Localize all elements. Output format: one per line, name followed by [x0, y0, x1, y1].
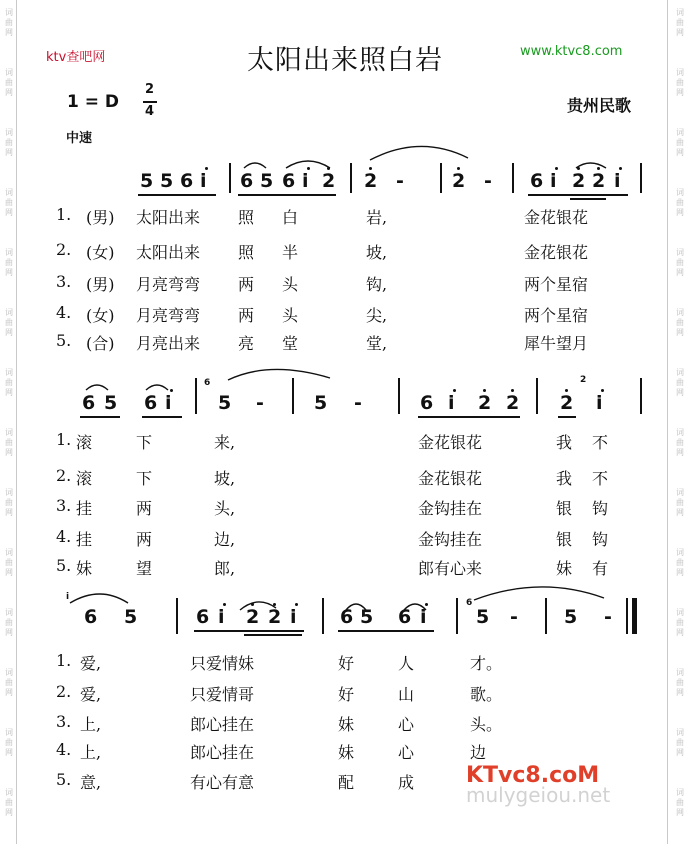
verse-number: 3.: [56, 496, 72, 515]
side-watermark-char: 词: [5, 8, 13, 17]
time-signature-denominator: 4: [145, 104, 155, 119]
lyric-text: 金花银花: [524, 208, 589, 227]
side-watermark-char: 网: [676, 268, 684, 277]
lyric-text: 坡,: [214, 469, 236, 488]
verse-number: 3.: [56, 712, 72, 731]
key-signature: 1 = D: [67, 92, 120, 112]
side-watermark-char: 网: [676, 808, 684, 817]
verse-number: 3.: [56, 272, 72, 291]
note: 5: [140, 170, 154, 192]
song-title: 太阳出来照白岩: [247, 45, 443, 76]
side-watermark-char: 曲: [676, 138, 684, 147]
side-watermark-char: 词: [676, 428, 684, 437]
octave-dot: [425, 603, 428, 606]
side-watermark-char: 网: [5, 388, 13, 397]
note: 2: [364, 170, 378, 192]
side-watermark-char: 曲: [5, 738, 13, 747]
side-watermark-char: 曲: [5, 318, 13, 327]
final-barline-thick: [632, 598, 637, 634]
note: 5: [104, 392, 118, 414]
beam: [418, 416, 520, 418]
lyric-text: 两个星宿: [524, 275, 589, 294]
side-watermark-char: 词: [5, 788, 13, 797]
barline: [292, 378, 294, 414]
lyric-text: 太阳出来: [136, 243, 201, 262]
note: -: [510, 606, 518, 628]
side-watermark-char: 词: [5, 308, 13, 317]
side-watermark-char: 曲: [676, 678, 684, 687]
lyric-text: 我: [556, 469, 573, 488]
lyric-text: 银: [556, 530, 573, 549]
octave-dot: [453, 389, 456, 392]
note: 5: [476, 606, 490, 628]
side-watermark-char: 词: [5, 188, 13, 197]
side-watermark-char: 网: [676, 328, 684, 337]
note: 2: [478, 392, 492, 414]
note: i: [218, 606, 225, 628]
verse-number: 4.: [56, 740, 72, 759]
side-watermark-char: 曲: [5, 138, 13, 147]
note: i: [420, 606, 427, 628]
octave-dot: [251, 603, 254, 606]
side-watermark-char: 曲: [676, 738, 684, 747]
side-watermark-char: 曲: [676, 258, 684, 267]
side-watermark-char: 曲: [5, 18, 13, 27]
lyric-text: 配: [338, 773, 355, 792]
note: i: [290, 606, 297, 628]
lyric-text: 两: [238, 275, 255, 294]
side-watermark-char: 词: [676, 488, 684, 497]
beam: [338, 630, 434, 632]
octave-dot: [601, 389, 604, 392]
beam: [142, 416, 182, 418]
note: -: [354, 392, 362, 414]
lyric-text: 岩,: [366, 208, 388, 227]
lyric-text: 尖,: [366, 306, 388, 325]
lyric-text: 月亮弯弯: [136, 306, 201, 325]
verse-number: 5.: [56, 556, 72, 575]
lyric-text: 照: [238, 243, 255, 262]
note: i: [165, 392, 172, 414]
side-watermark-char: 网: [5, 748, 13, 757]
side-watermark-char: 网: [676, 148, 684, 157]
lyric-text: 妹: [556, 559, 573, 578]
side-watermark-char: 词: [676, 8, 684, 17]
side-watermark-char: 词: [5, 368, 13, 377]
note: 2: [572, 170, 586, 192]
lyric-text: 月亮弯弯: [136, 275, 201, 294]
octave-dot: [511, 389, 514, 392]
side-watermark-char: 曲: [676, 618, 684, 627]
beam: [244, 634, 302, 636]
verse-number: 2.: [56, 682, 72, 701]
side-watermark-char: 曲: [676, 198, 684, 207]
side-watermark-char: 词: [676, 368, 684, 377]
note: 2: [322, 170, 336, 192]
lyric-text: 滚: [76, 433, 93, 452]
side-watermark-char: 曲: [5, 258, 13, 267]
lyric-text: 只爱情哥: [190, 685, 255, 704]
note: 5: [260, 170, 274, 192]
lyric-text: 郎心挂在: [190, 743, 255, 762]
octave-dot: [295, 603, 298, 606]
lyric-text: 只爱情妹: [190, 654, 255, 673]
side-watermark-char: 曲: [5, 78, 13, 87]
lyric-text: 郎,: [214, 559, 236, 578]
lyric-text: 金花银花: [524, 243, 589, 262]
side-watermark-char: 曲: [676, 378, 684, 387]
side-watermark-char: 词: [676, 188, 684, 197]
lyric-text: 妹: [338, 743, 355, 762]
side-watermark-char: 曲: [5, 438, 13, 447]
side-watermark-char: 曲: [5, 198, 13, 207]
verse-number: 1.: [56, 651, 72, 670]
barline: [640, 378, 642, 414]
lyric-text: 月亮出来: [136, 334, 201, 353]
note: 6: [196, 606, 210, 628]
lyric-text: 金钩挂在: [418, 530, 483, 549]
lyric-text: 上,: [80, 715, 102, 734]
side-watermark-char: 网: [676, 388, 684, 397]
barline: [545, 598, 547, 634]
side-watermark-char: 曲: [5, 498, 13, 507]
note: -: [484, 170, 492, 192]
lyric-text: 郎心挂在: [190, 715, 255, 734]
singer-role: (男): [86, 275, 115, 294]
verse-number: 1.: [56, 205, 72, 224]
note: 5: [564, 606, 578, 628]
lyric-text: 金花银花: [418, 469, 483, 488]
side-watermark-char: 曲: [676, 78, 684, 87]
lyric-text: 金钩挂在: [418, 499, 483, 518]
grace-note: 2: [580, 375, 587, 385]
side-watermark-char: 网: [5, 808, 13, 817]
lyric-text: 郎有心来: [418, 559, 483, 578]
side-watermark-char: 网: [5, 328, 13, 337]
barline: [536, 378, 538, 414]
side-watermark-char: 词: [5, 248, 13, 257]
note: 2: [246, 606, 260, 628]
note: i: [448, 392, 455, 414]
lyric-text: 意,: [80, 773, 102, 792]
grace-note: 6: [466, 598, 473, 608]
watermark-text: KTvc8.coM: [466, 763, 600, 788]
verse-number: 2.: [56, 466, 72, 485]
note: 5: [360, 606, 374, 628]
side-watermark-char: 曲: [5, 378, 13, 387]
singer-role: (女): [86, 306, 115, 325]
note: 6: [84, 606, 98, 628]
side-watermark-char: 网: [5, 148, 13, 157]
lyric-text: 头: [282, 275, 299, 294]
note: -: [604, 606, 612, 628]
octave-dot: [565, 389, 568, 392]
lyric-text: 坡,: [366, 243, 388, 262]
note: -: [256, 392, 264, 414]
side-watermark-char: 网: [5, 628, 13, 637]
lyric-text: 头。: [470, 715, 503, 734]
side-watermark-char: 曲: [676, 318, 684, 327]
lyric-text: 边: [470, 743, 487, 762]
barline: [456, 598, 458, 634]
side-watermark-char: 词: [5, 608, 13, 617]
note: 6: [240, 170, 254, 192]
note: 2: [560, 392, 574, 414]
lyric-text: 妹: [76, 559, 93, 578]
side-watermark-char: 词: [5, 68, 13, 77]
side-watermark-char: 词: [5, 128, 13, 137]
lyric-text: 头: [282, 306, 299, 325]
note: i: [550, 170, 557, 192]
lyric-text: 金花银花: [418, 433, 483, 452]
note: 6: [180, 170, 194, 192]
lyric-text: 望: [136, 559, 153, 578]
verse-number: 5.: [56, 770, 72, 789]
note: 6: [530, 170, 544, 192]
side-watermark-char: 词: [5, 428, 13, 437]
side-watermark-char: 网: [676, 628, 684, 637]
side-watermark-char: 网: [676, 448, 684, 457]
verse-number: 2.: [56, 240, 72, 259]
verse-number: 4.: [56, 303, 72, 322]
lyric-text: 挂: [76, 499, 93, 518]
side-watermark-char: 网: [5, 28, 13, 37]
side-watermark-char: 词: [676, 68, 684, 77]
verse-number: 4.: [56, 527, 72, 546]
side-watermark-char: 曲: [676, 498, 684, 507]
note: 2: [268, 606, 282, 628]
beam: [558, 416, 576, 418]
side-watermark-char: 曲: [676, 798, 684, 807]
lyric-text: 银: [556, 499, 573, 518]
lyric-text: 才。: [470, 654, 503, 673]
side-watermark-char: 曲: [5, 558, 13, 567]
side-watermark-char: 词: [676, 728, 684, 737]
side-watermark-char: 曲: [676, 438, 684, 447]
barline: [195, 378, 197, 414]
octave-dot: [273, 603, 276, 606]
side-watermark-char: 网: [676, 508, 684, 517]
note: 6: [144, 392, 158, 414]
singer-role: (男): [86, 208, 115, 227]
lyric-text: 我: [556, 433, 573, 452]
side-watermark-char: 词: [5, 548, 13, 557]
verse-number: 1.: [56, 430, 72, 449]
octave-dot: [170, 389, 173, 392]
barline: [322, 598, 324, 634]
lyric-text: 歌。: [470, 685, 503, 704]
note: 6: [340, 606, 354, 628]
lyric-text: 不: [592, 433, 609, 452]
singer-role: (女): [86, 243, 115, 262]
note: 2: [506, 392, 520, 414]
side-watermark-char: 词: [676, 128, 684, 137]
side-watermark-char: 词: [676, 548, 684, 557]
side-watermark-char: 网: [5, 508, 13, 517]
note: i: [200, 170, 207, 192]
note: 6: [398, 606, 412, 628]
side-watermark-char: 词: [5, 668, 13, 677]
barline: [176, 598, 178, 634]
lyric-text: 边,: [214, 530, 236, 549]
side-watermark-char: 网: [676, 208, 684, 217]
lyric-text: 心: [398, 715, 415, 734]
lyric-text: 人: [398, 654, 415, 673]
side-watermark-char: 网: [5, 448, 13, 457]
grace-note: 6: [204, 378, 211, 388]
site-url-right: www.ktvc8.com: [520, 44, 623, 59]
note: 6: [282, 170, 296, 192]
lyric-text: 爱,: [80, 685, 102, 704]
singer-role: (合): [86, 334, 115, 353]
lyric-text: 有心有意: [190, 773, 255, 792]
beam: [194, 630, 304, 632]
side-watermark-char: 词: [676, 308, 684, 317]
lyric-text: 白: [282, 208, 299, 227]
side-watermark-char: 网: [676, 688, 684, 697]
lyric-text: 钩: [592, 530, 609, 549]
octave-dot: [223, 603, 226, 606]
song-origin: 贵州民歌: [567, 96, 632, 115]
side-watermark-char: 词: [5, 488, 13, 497]
lyric-text: 半: [282, 243, 299, 262]
side-watermark-char: 词: [676, 608, 684, 617]
side-watermark-char: 曲: [5, 618, 13, 627]
lyric-text: 爱,: [80, 654, 102, 673]
beam: [80, 416, 120, 418]
final-barline-thin: [626, 598, 628, 634]
note: 5: [160, 170, 174, 192]
side-watermark-char: 网: [676, 88, 684, 97]
ktv-watermark-logo: [462, 758, 652, 808]
side-watermark-char: 词: [5, 728, 13, 737]
lyric-text: 挂: [76, 530, 93, 549]
note: 6: [82, 392, 96, 414]
note: i: [302, 170, 309, 192]
lyric-text: 头,: [214, 499, 236, 518]
lyric-text: 两: [136, 499, 153, 518]
note: 5: [124, 606, 138, 628]
lyric-text: 好: [338, 685, 355, 704]
lyric-text: 两: [136, 530, 153, 549]
lyric-text: 好: [338, 654, 355, 673]
note: 5: [218, 392, 232, 414]
note: -: [396, 170, 404, 192]
lyric-text: 心: [398, 743, 415, 762]
side-watermark-char: 曲: [676, 558, 684, 567]
site-name-left: ktv查吧网: [46, 50, 106, 65]
note: 6: [420, 392, 434, 414]
lyric-text: 下: [136, 433, 153, 452]
side-watermark-char: 曲: [5, 798, 13, 807]
lyric-text: 钩,: [366, 275, 388, 294]
lyric-text: 钩: [592, 499, 609, 518]
grace-note: i: [66, 592, 70, 602]
lyric-text: 妹: [338, 715, 355, 734]
side-watermark-char: 词: [676, 668, 684, 677]
note: 5: [314, 392, 328, 414]
side-watermark-char: 曲: [5, 678, 13, 687]
lyric-text: 堂: [282, 334, 299, 353]
side-watermark-char: 网: [5, 208, 13, 217]
lyric-text: 来,: [214, 433, 236, 452]
side-watermark-char: 网: [5, 268, 13, 277]
barline: [398, 378, 400, 414]
side-watermark-char: 词: [676, 788, 684, 797]
time-signature-numerator: 2: [145, 82, 155, 97]
lyric-text: 犀牛望月: [524, 334, 589, 353]
lyric-text: 不: [592, 469, 609, 488]
tempo-marking: 中速: [66, 131, 93, 146]
side-watermark-char: 网: [5, 88, 13, 97]
lyric-text: 山: [398, 685, 415, 704]
lyric-text: 滚: [76, 469, 93, 488]
lyric-text: 下: [136, 469, 153, 488]
lyric-text: 两: [238, 306, 255, 325]
lyric-text: 成: [398, 773, 415, 792]
lyric-text: 照: [238, 208, 255, 227]
verse-number: 5.: [56, 331, 72, 350]
svg-text:mulygeiou.net: mulygeiou.net: [466, 783, 611, 807]
lyric-text: 有: [592, 559, 609, 578]
side-watermark-char: 网: [5, 568, 13, 577]
note: 2: [592, 170, 606, 192]
note: i: [614, 170, 621, 192]
octave-dot: [483, 389, 486, 392]
note: i: [596, 392, 603, 414]
side-watermark-char: 网: [676, 568, 684, 577]
note: 2: [452, 170, 466, 192]
lyric-text: 上,: [80, 743, 102, 762]
side-watermark-char: 网: [676, 28, 684, 37]
lyric-text: 堂,: [366, 334, 388, 353]
side-watermark-char: 网: [676, 748, 684, 757]
side-watermark-char: 网: [5, 688, 13, 697]
side-watermark-char: 词: [676, 248, 684, 257]
lyric-text: 太阳出来: [136, 208, 201, 227]
lyric-text: 两个星宿: [524, 306, 589, 325]
side-watermark-char: 曲: [676, 18, 684, 27]
lyric-text: 亮: [238, 334, 255, 353]
